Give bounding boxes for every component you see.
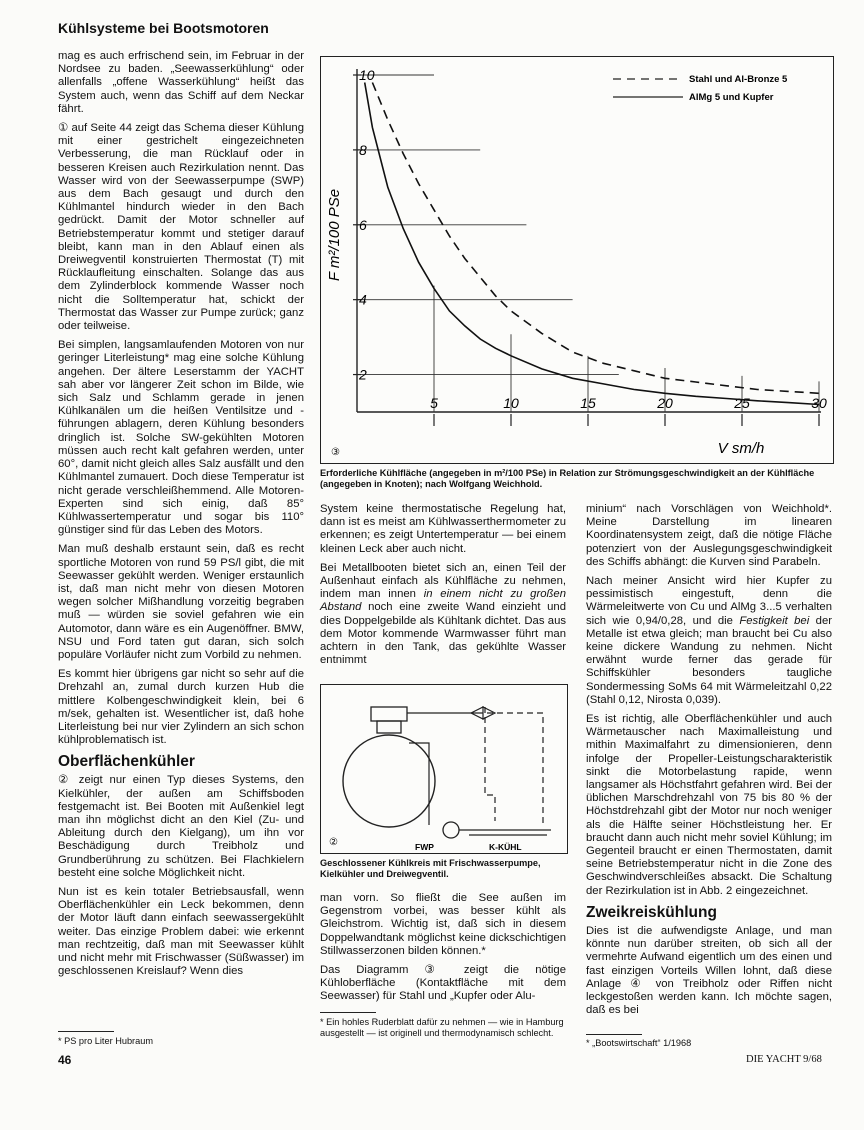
footnote: * PS pro Liter Hubraum [58,1036,153,1046]
y-tick-label: 2 [359,366,367,383]
paragraph: Bei simplen, langsamlaufenden Motoren von nur geringer Literleistung* mag eine solche Kühlung angehen. Der ältere Leserstamm der YACHT sah aber vor längerer Zeit schon im Bilde, wie sich Salz und Schlamm gerade in jenen Kühlkanälen um die heißen Ventilsitze und -führungen ablagern, deren Kühlung besonders dringlich ist. Solche SW-gekühlten Motoren müssen auch recht kalt gefahren werden, unter 60°, damit nicht gleich alles Salz ausfällt und den Kühlmantel zumauert. Doch diese Temperatur ist nicht gerade verschleißhemmend. Alle Motoren-Experten sind sich einig, daß 85° Kühlwassertemperatur und sogar bis 110° günstiger sind für das Leben des Motors. [58,339,304,537]
legend-dashed-label: Stahl und Al-Bronze 5 [689,74,788,85]
cooling-area-chart [321,57,833,463]
paragraph: Nun ist es kein totaler Betriebsausfall, wenn Oberflächenkühler ein Leck bekommen, denn der Motor läuft dann einfach seewassergekühlt weiter. Das einzige Problem dabei: wie erkennt man rechtzeitig, daß man mit Seewasser kühlt und nicht mehr mit Frischwasser (Süßwasser) im geschlossenen Kreislauf? Wenn dies [58,885,304,978]
column-1 [58,50,304,984]
footnote-rule [320,1012,376,1013]
x-tick-label: 10 [503,395,519,411]
series-line [365,83,819,405]
page-header-title: Kühlsysteme bei Bootsmotoren [58,20,269,36]
paragraph: minium“ nach Vorschlägen von Weichhold*. Meine Darstellung im linearen Koordinatensystem zeigt, daß die nötige Fläche potenziert von der Auslegungsgeschwindigkeit des Schiffs abhängt: die Kurven sind Parabeln. [586,503,832,568]
footnote-rule [58,1031,114,1032]
cooling-circuit-diagram [321,685,567,853]
paragraph: Dies ist die aufwendigste Anlage, und man könnte nun darüber streiten, ob sich all der vermehrte Aufwand eigentlich um des einen und fast einzigen Vorteils Willen lohnt, daß diese Anlage ④ von Treibholz oder Riffen nicht leckgestoßen werden kann. Ich möchte sagen, daß es bei [586,924,832,1017]
x-tick-label: 30 [811,395,827,411]
paragraph: mag es auch erfrischend sein, im Februar in der Nordsee zu baden. „Seewasserkühlung“ oder allenfalls „offene Wasserkühlung“ heißt das System auch, wenn das Schiff auf dem Neckar fährt. [58,50,304,115]
paragraph: Man muß deshalb erstaunt sein, daß es recht sportliche Motoren von rund 59 PS/l gibt, die mit Seewasser gekühlt werden. Weniger erstaunlich ist, daß man nicht mehr von diesen Motoren wegen solcher Mißhandlung vorzeitig begraben muß — würden sie soviel gefahren wie ein Automotor, dann wäre es ein Augenöffner. BMW, NSU und Ford taten gut daran, sich solch populäre Vorläufer nicht zum Vorbild zu nehmen. [58,543,304,661]
paragraph: Es ist richtig, alle Oberflächenkühler und auch Wärmetauscher nach Maximalleistung und mithin Maximalfahrt zu dimensionieren, denn infolge der Propeller-Leistungscharakteristik sinkt die Motorbelastung rapide, wenn langsamer als Höchstfahrt gefahren wird. Bei der üblichen Marschdrehzahl von 75 bis 80 % der Höchstdrehzahl gibt der Motor nur noch weniger als die Hälfte seiner Höchstleistung her. Er braucht dann auch nicht mehr soviel Kühlung; im Gegenteil braucht er einen Thermostaten, damit seine Betriebstemperatur nicht in die Zone des Geschwindverschleißes absackt. Die Schaltung der Rezirkulation ist in Abb. 2 eingezeichnet. [586,713,832,897]
text-run: Bei Metallbooten bietet sich an, einen Teil der Außenhaut einfach als Kühlfläche zu nehmen, indem man innen [320,561,566,601]
magazine-issue: DIE YACHT 9/68 [746,1054,822,1065]
footnote: * „Bootswirtschaft“ 1/1968 [586,1038,692,1048]
y-tick-label: 6 [359,216,367,233]
paragraph [320,562,566,668]
section-heading: Zweikreiskühlung [586,903,717,921]
keel-cooler-label: K-KÜHL [489,842,522,852]
page-number: 46 [58,1053,72,1067]
return-line [485,707,495,821]
text-run: Nach meiner Ansicht wird hier Kupfer zu pessimistisch eingestuft, denn die Wärmeleitwerte von Cu und AlMg 3...5 verhalten sich wie 0,94/0,28, und die [586,575,832,627]
paragraph: System keine thermostatische Regelung hat, dann ist es meist am Kühlwasserthermometer zu erkennen; es zeigt Untertemperatur — bei einem kleinen Leck aber auch nicht. [320,503,566,555]
column-3 [586,503,832,1023]
figure-number: ③ [331,447,340,458]
x-tick-label: 15 [580,395,596,411]
figure-2-caption: Geschlossener Kühlkreis mit Frischwasserpumpe, Kielkühler und Dreiwegventil. [320,858,541,879]
emphasis: Festigkeit bei [739,614,810,627]
y-tick-label: 10 [359,67,375,83]
figure-3-caption: Erforderliche Kühlfläche (angegeben in m²/100 PSe) in Relation zur Strömungsgeschwindigkeit an der Kühlfläche (angegeben in Knoten); nach Wolfgang Weichhold. [320,468,815,489]
x-tick-label: 20 [657,395,673,411]
figure-number: ② [329,837,338,848]
column-2-top [320,503,566,673]
cylinder-head [371,707,407,721]
series-line [372,83,819,394]
text-run: der Metalle ist etwa gleich; man braucht bei Cu also keine dickere Wandung zu nehmen. Nicht erwähnt wurde ferner das gerade für Schiffskühler besonders taugliche Sondermessing SoMs 64 mit Wärmeleitzahl 0,22 (Stahl 0,12, Nirosta 0,039). [586,614,832,706]
footnote: * Ein hohles Ruderblatt dafür zu nehmen — wie in Hamburg ausgestellt — ist originell und thermodynamisch schlecht. [320,1017,564,1038]
section-heading: Oberflächenkühler [58,753,195,771]
figure-3-chart [320,56,834,464]
x-axis-label: V sm/h [717,440,765,457]
x-tick-label: 5 [430,395,438,411]
cylinder-block [377,721,401,733]
emphasis: in einem nicht zu großen Abstand [320,588,566,614]
crankcase [343,735,435,827]
y-tick-label: 8 [359,141,367,158]
column-2-bottom [320,892,566,1010]
legend-solid-label: AlMg 5 und Kupfer [689,92,774,103]
x-tick-label: 25 [734,395,750,411]
footnote-rule [586,1034,642,1035]
y-tick-label: 4 [359,291,367,308]
text-run: noch eine zweite Wand einzieht und dies Doppelgebilde als Kühltank dichtet. Das aus dem Motor kommende Warmwasser führt man achtern in den Tank, das gekühlte Wasser entnimmt [320,601,566,667]
y-axis-label: F m²/100 PSe [326,188,343,282]
figure-2-schematic [320,684,568,854]
pump-icon [443,822,459,838]
paragraph: Das Diagramm ③ zeigt die nötige Kühloberfläche (Kontaktfläche mit dem Seewasser) für Stahl und „Kupfer oder Alu- [320,964,566,1003]
paragraph: ① auf Seite 44 zeigt das Schema dieser Kühlung mit einer gestrichelt eingezeichneten Verbesserung, die man Rücklauf oder in besseren Kreisen auch Rezirkulation nennt. Das Wasser wird von der Seewasserpumpe (SWP) aus dem Bach gesaugt und durch den Kühlmantel hindurch wieder in den Bach gedrückt. Damit der Motor schneller auf Betriebstemperatur kommt und stetiger darauf bleibt, kann man in den Ablauf einen als Dreiwegventil konstruierten Thermostat (T) mit Rücklaufleitung einschalten. Solange das aus dem Zylinderblock kommende Wasser noch nicht die Solltemperatur hat, schickt der Thermostat das Wasser zur Pumpe zurück; ganz oder teilweise. [58,122,304,333]
paragraph: Es kommt hier übrigens gar nicht so sehr auf die Drehzahl an, zumal durch kurzen Hub die mittlere Kolbengeschwindigkeit klein, bei 6 m/sek, gehalten ist. Wesentlicher ist, daß hohe Literleistung bei nur vier Zylindern an sich schon kühlproblematisch ist. [58,668,304,747]
paragraph: man vorn. So fließt die See außen im Gegenstrom vorbei, was besser kühlt als Gleichstrom. Wichtig ist, daß sich in diesem Doppelwandtank möglichst keine dickschichtigen Stillwasserzonen bilden können.* [320,892,566,957]
pipe [409,743,429,825]
pipe-dashed [477,713,543,825]
fwp-label: FWP [415,842,434,852]
paragraph: ② zeigt nur einen Typ dieses Systems, den Kielkühler, der außen am Schiffsboden festgemacht ist. Bei Booten mit Außenkiel legt man ihn möglichst dicht an den Kiel (Zu- und Ableitung durch den Kielgang), um ihn vor Beschädigung durch Treibholz und Grundberührung zu schützen. Bei Flachkielern besteht eine solche Möglichkeit nicht. [58,774,304,879]
paragraph [586,575,832,707]
